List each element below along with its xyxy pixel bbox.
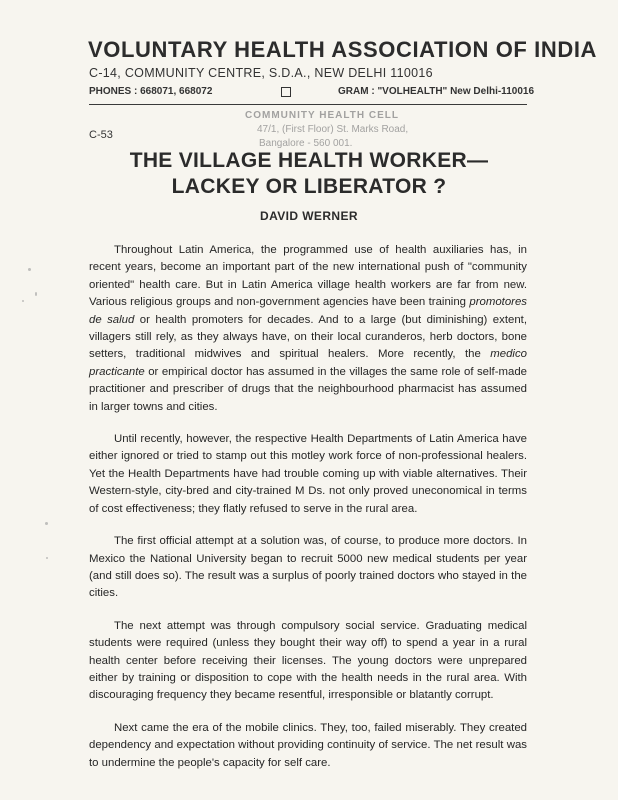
article-body: [89, 242, 527, 787]
stamp-line-3: Bangalore - 560 001.: [259, 138, 353, 149]
paragraph-5: Next came the era of the mobile clinics. They, too, failed miserably. They created dependency and expectation without providing continuity of service. The net result was to undermine the people's capacity for self care.: [89, 721, 527, 769]
paragraph-1-italic-term-2: medico practicante: [89, 348, 527, 378]
library-stamp: [245, 109, 408, 151]
paragraph-2: Until recently, however, the respective Health Departments of Latin America have either ignored or tried to stamp out this motley work force of non-professional healers. Yet the Health Departments have had trouble coming up with viable alternatives. Their Western-style, city-bred and city-trained M Ds. not only proved uneconomical in terms of cost effectiveness; they flatly refused to serve in the rural area.: [89, 433, 527, 515]
paragraph-1-italic-term-1: promotores de salud: [89, 296, 527, 326]
scan-speck: [22, 300, 24, 302]
paragraph-4: The next attempt was through compulsory social service. Graduating medical students were required (unless they bought their way off) to spend a year in a rural health center before receiving their licenses. The young doctors were unprepared either by training or disposition to cope with the health needs in the rural area. With discouraging frequency they became resentful, irresponsible or blatantly corrupt.: [89, 619, 527, 702]
organization-address: C-14, COMMUNITY CENTRE, S.D.A., NEW DELHI 110016: [89, 66, 433, 80]
paragraph-1: [89, 242, 527, 416]
separator-box-icon: [281, 87, 291, 97]
paragraph-1-text-e: or empirical doctor has assumed in the villages the same role of self-made practitioner and prescriber of drugs that the neighbourhood pharmacist has assumed in larger towns and cities.: [89, 365, 527, 413]
paragraph-3: The first official attempt at a solution was, of course, to produce more doctors. In Mexico the National University began to recruit 5000 new medical students per year (and still does so). The result was a surplus of poorly trained doctors who stayed in the cities.: [89, 535, 527, 600]
scan-speck: [35, 292, 37, 296]
paragraph-1-text-c: or health promoters for decades. And to a large (but diminishing) extent, villagers still rely, as they always have, on their local curanderos, herb doctors, bone setters, traditional midwives and spiritual healers. More recently, the: [89, 313, 527, 361]
document-code: C-53: [89, 129, 113, 141]
title-line-1: THE VILLAGE HEALTH WORKER—: [129, 149, 489, 172]
scan-speck: [46, 557, 48, 559]
phone-numbers: PHONES : 668071, 668072: [89, 86, 213, 97]
organization-name: VOLUNTARY HEALTH ASSOCIATION OF INDIA: [88, 37, 598, 62]
title-line-2: LACKEY OR LIBERATOR ?: [171, 175, 447, 198]
header-divider: [89, 104, 527, 105]
article-author: DAVID WERNER: [260, 209, 358, 223]
article-title: [70, 148, 548, 200]
paragraph-1-text-a: Throughout Latin America, the programmed use of health auxiliaries has, in recent years, become an important part of the new international push of "community oriented" health care. But in Latin America village health workers are far from new. Various religious groups and non-government agencies have been training: [89, 244, 527, 309]
stamp-line-1: COMMUNITY HEALTH CELL: [245, 110, 399, 121]
stamp-line-2: 47/1, (First Floor) St. Marks Road,: [257, 124, 409, 135]
scan-speck: [28, 268, 31, 271]
telegram-address: GRAM : "VOLHEALTH" New Delhi-110016: [338, 86, 535, 97]
scan-speck: [45, 522, 48, 525]
